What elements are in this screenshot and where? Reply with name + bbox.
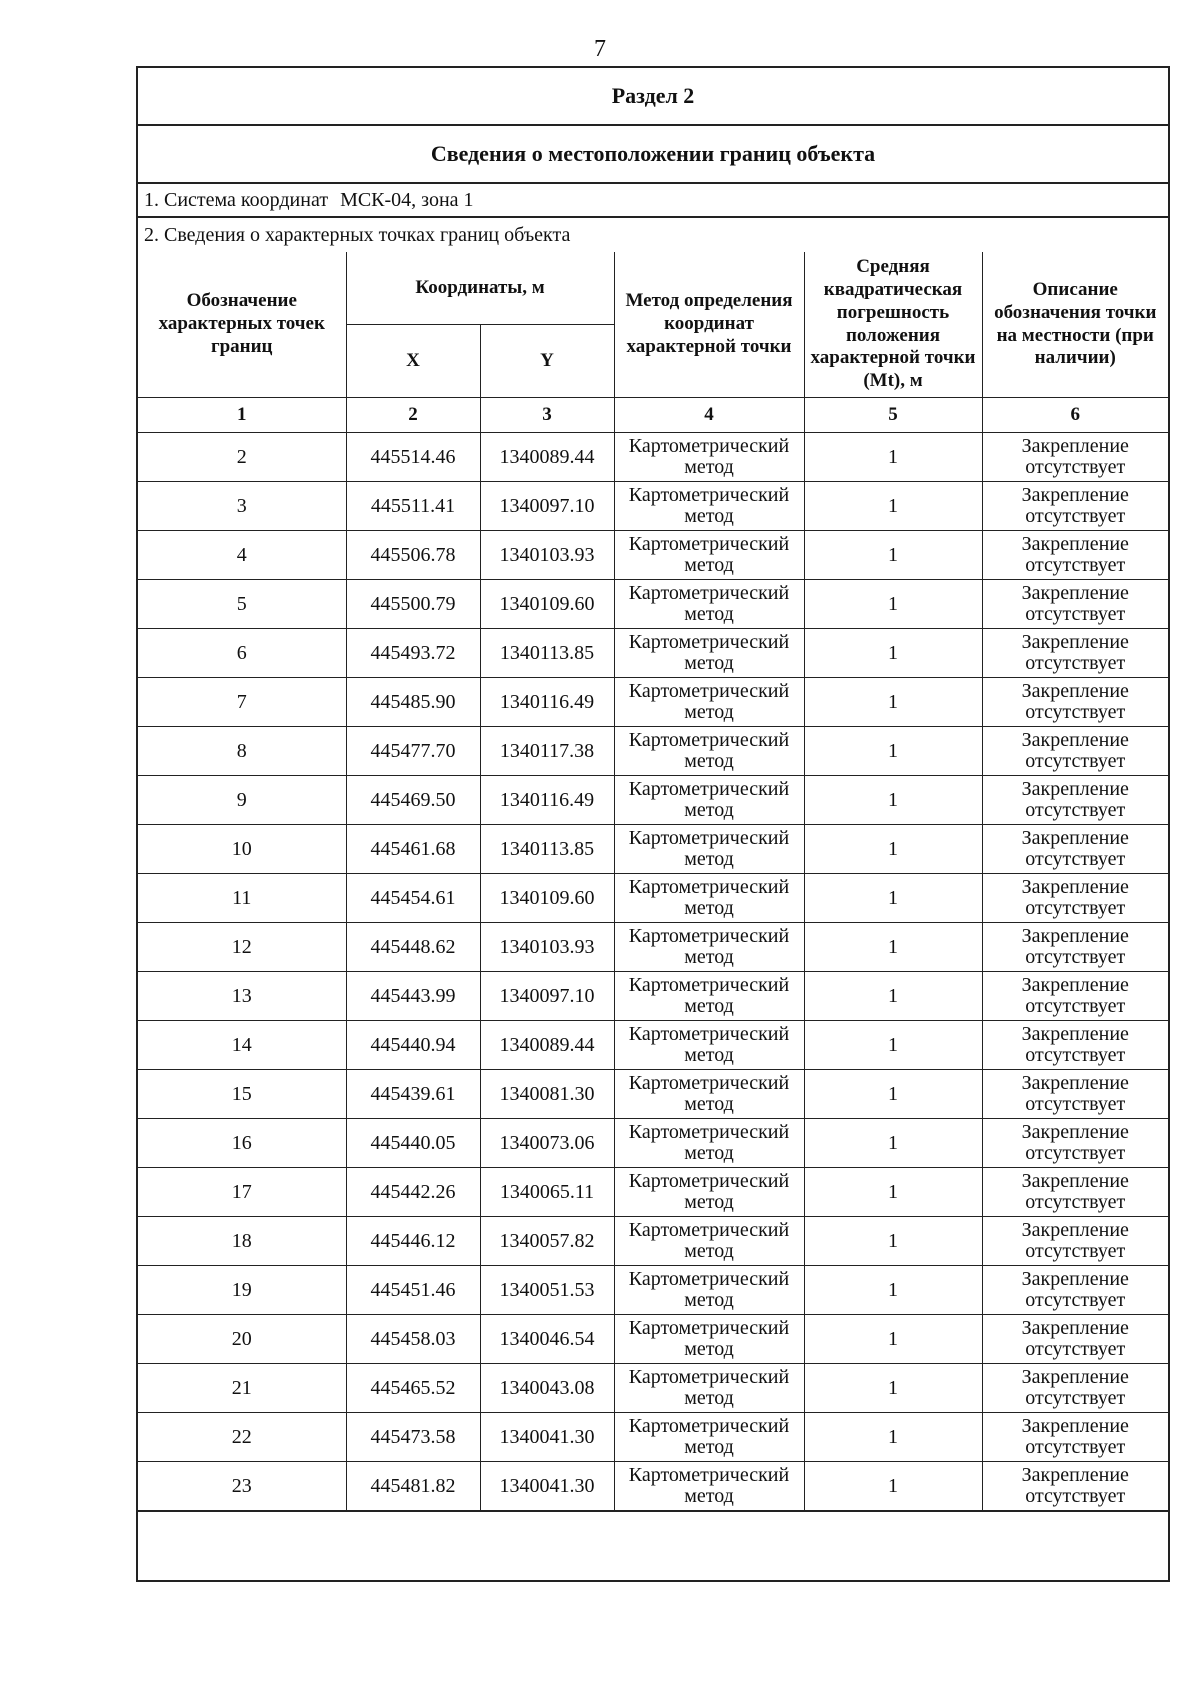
- table-row: [138, 433, 1168, 482]
- coordinate-system-line: [138, 184, 1168, 218]
- method-cell: Картометрический метод: [614, 629, 804, 678]
- y-coordinate-cell: 1340113.85: [480, 629, 614, 678]
- document-sheet: [136, 66, 1170, 1582]
- x-coordinate-cell: 445446.12: [346, 1217, 480, 1266]
- point-number-cell: 15: [138, 1070, 346, 1119]
- x-coordinate-cell: 445448.62: [346, 923, 480, 972]
- method-cell: Картометрический метод: [614, 1266, 804, 1315]
- error-cell: 1: [804, 825, 982, 874]
- error-cell: 1: [804, 1119, 982, 1168]
- points-heading: 2. Сведения о характерных точках границ объекта: [144, 223, 571, 246]
- description-cell: Закрепление отсутствует: [982, 482, 1168, 531]
- y-coordinate-cell: 1340117.38: [480, 727, 614, 776]
- method-cell: Картометрический метод: [614, 433, 804, 482]
- point-number-cell: 6: [138, 629, 346, 678]
- table-row: [138, 1021, 1168, 1070]
- description-cell: Закрепление отсутствует: [982, 433, 1168, 482]
- table-row: [138, 1315, 1168, 1364]
- error-cell: 1: [804, 678, 982, 727]
- description-cell: Закрепление отсутствует: [982, 629, 1168, 678]
- y-coordinate-cell: 1340097.10: [480, 482, 614, 531]
- table-row: [138, 1364, 1168, 1413]
- table-header-row: [138, 252, 1168, 325]
- point-number-cell: 18: [138, 1217, 346, 1266]
- point-number-cell: 13: [138, 972, 346, 1021]
- point-number-cell: 14: [138, 1021, 346, 1070]
- table-row: [138, 580, 1168, 629]
- description-cell: Закрепление отсутствует: [982, 776, 1168, 825]
- y-coordinate-cell: 1340109.60: [480, 874, 614, 923]
- error-cell: 1: [804, 531, 982, 580]
- error-cell: 1: [804, 580, 982, 629]
- point-number-cell: 12: [138, 923, 346, 972]
- table-row: [138, 1266, 1168, 1315]
- method-cell: Картометрический метод: [614, 1364, 804, 1413]
- error-cell: 1: [804, 433, 982, 482]
- x-coordinate-cell: 445506.78: [346, 531, 480, 580]
- description-cell: Закрепление отсутствует: [982, 727, 1168, 776]
- description-cell: Закрепление отсутствует: [982, 678, 1168, 727]
- description-cell: Закрепление отсутствует: [982, 1070, 1168, 1119]
- table-row: [138, 1119, 1168, 1168]
- y-coordinate-cell: 1340046.54: [480, 1315, 614, 1364]
- x-coordinate-cell: 445440.05: [346, 1119, 480, 1168]
- method-cell: Картометрический метод: [614, 1217, 804, 1266]
- y-coordinate-cell: 1340041.30: [480, 1413, 614, 1462]
- column-number: 3: [480, 398, 614, 433]
- method-cell: Картометрический метод: [614, 727, 804, 776]
- object-boundaries-title: Сведения о местоположении границ объекта: [138, 126, 1168, 184]
- x-coordinate-cell: 445439.61: [346, 1070, 480, 1119]
- error-cell: 1: [804, 1021, 982, 1070]
- point-number-cell: 17: [138, 1168, 346, 1217]
- description-cell: Закрепление отсутствует: [982, 1168, 1168, 1217]
- x-coordinate-cell: 445440.94: [346, 1021, 480, 1070]
- point-number-cell: 10: [138, 825, 346, 874]
- y-coordinate-cell: 1340097.10: [480, 972, 614, 1021]
- column-number-row: [138, 398, 1168, 433]
- error-cell: 1: [804, 923, 982, 972]
- x-coordinate-cell: 445473.58: [346, 1413, 480, 1462]
- table-body: [138, 433, 1168, 1511]
- y-coordinate-cell: 1340073.06: [480, 1119, 614, 1168]
- coordinate-system-value: МСК-04, зона 1: [340, 188, 474, 211]
- x-coordinate-cell: 445485.90: [346, 678, 480, 727]
- header-designation: Обозначение характерных точек границ: [138, 252, 346, 398]
- error-cell: 1: [804, 1217, 982, 1266]
- description-cell: Закрепление отсутствует: [982, 1266, 1168, 1315]
- error-cell: 1: [804, 1168, 982, 1217]
- description-cell: Закрепление отсутствует: [982, 923, 1168, 972]
- point-number-cell: 5: [138, 580, 346, 629]
- x-coordinate-cell: 445458.03: [346, 1315, 480, 1364]
- description-cell: Закрепление отсутствует: [982, 972, 1168, 1021]
- method-cell: Картометрический метод: [614, 776, 804, 825]
- y-coordinate-cell: 1340057.82: [480, 1217, 614, 1266]
- point-number-cell: 16: [138, 1119, 346, 1168]
- point-number-cell: 20: [138, 1315, 346, 1364]
- method-cell: Картометрический метод: [614, 1462, 804, 1511]
- method-cell: Картометрический метод: [614, 1168, 804, 1217]
- column-number: 6: [982, 398, 1168, 433]
- table-row: [138, 531, 1168, 580]
- method-cell: Картометрический метод: [614, 580, 804, 629]
- x-coordinate-cell: 445451.46: [346, 1266, 480, 1315]
- x-coordinate-cell: 445469.50: [346, 776, 480, 825]
- point-number-cell: 11: [138, 874, 346, 923]
- error-cell: 1: [804, 1462, 982, 1511]
- point-number-cell: 22: [138, 1413, 346, 1462]
- error-cell: 1: [804, 629, 982, 678]
- method-cell: Картометрический метод: [614, 972, 804, 1021]
- description-cell: Закрепление отсутствует: [982, 580, 1168, 629]
- header-y: Y: [480, 325, 614, 398]
- description-cell: Закрепление отсутствует: [982, 825, 1168, 874]
- method-cell: Картометрический метод: [614, 531, 804, 580]
- description-cell: Закрепление отсутствует: [982, 531, 1168, 580]
- header-coordinates: Координаты, м: [346, 252, 614, 325]
- description-cell: Закрепление отсутствует: [982, 1119, 1168, 1168]
- y-coordinate-cell: 1340113.85: [480, 825, 614, 874]
- header-description: Описание обозначения точки на местности (при наличии): [982, 252, 1168, 398]
- method-cell: Картометрический метод: [614, 1413, 804, 1462]
- empty-footer-area: [138, 1511, 1168, 1580]
- method-cell: Картометрический метод: [614, 825, 804, 874]
- point-number-cell: 3: [138, 482, 346, 531]
- x-coordinate-cell: 445465.52: [346, 1364, 480, 1413]
- y-coordinate-cell: 1340103.93: [480, 531, 614, 580]
- header-method: Метод определения координат характерной точки: [614, 252, 804, 398]
- y-coordinate-cell: 1340065.11: [480, 1168, 614, 1217]
- x-coordinate-cell: 445511.41: [346, 482, 480, 531]
- x-coordinate-cell: 445477.70: [346, 727, 480, 776]
- boundary-points-table: [138, 252, 1168, 1511]
- method-cell: Картометрический метод: [614, 1315, 804, 1364]
- method-cell: Картометрический метод: [614, 1070, 804, 1119]
- column-number: 2: [346, 398, 480, 433]
- table-row: [138, 776, 1168, 825]
- error-cell: 1: [804, 1070, 982, 1119]
- point-number-cell: 7: [138, 678, 346, 727]
- point-number-cell: 19: [138, 1266, 346, 1315]
- x-coordinate-cell: 445514.46: [346, 433, 480, 482]
- point-number-cell: 2: [138, 433, 346, 482]
- description-cell: Закрепление отсутствует: [982, 1217, 1168, 1266]
- table-row: [138, 1070, 1168, 1119]
- x-coordinate-cell: 445443.99: [346, 972, 480, 1021]
- description-cell: Закрепление отсутствует: [982, 1462, 1168, 1511]
- column-number: 5: [804, 398, 982, 433]
- error-cell: 1: [804, 1266, 982, 1315]
- table-row: [138, 727, 1168, 776]
- error-cell: 1: [804, 1364, 982, 1413]
- column-number: 4: [614, 398, 804, 433]
- point-number-cell: 21: [138, 1364, 346, 1413]
- x-coordinate-cell: 445454.61: [346, 874, 480, 923]
- point-number-cell: 4: [138, 531, 346, 580]
- y-coordinate-cell: 1340041.30: [480, 1462, 614, 1511]
- column-number: 1: [138, 398, 346, 433]
- table-row: [138, 1217, 1168, 1266]
- coordinate-system-label: 1. Система координат: [144, 188, 329, 211]
- error-cell: 1: [804, 1315, 982, 1364]
- y-coordinate-cell: 1340109.60: [480, 580, 614, 629]
- error-cell: 1: [804, 874, 982, 923]
- point-number-cell: 9: [138, 776, 346, 825]
- method-cell: Картометрический метод: [614, 678, 804, 727]
- table-row: [138, 1168, 1168, 1217]
- y-coordinate-cell: 1340051.53: [480, 1266, 614, 1315]
- table-row: [138, 1413, 1168, 1462]
- table-row: [138, 629, 1168, 678]
- method-cell: Картометрический метод: [614, 1021, 804, 1070]
- x-coordinate-cell: 445500.79: [346, 580, 480, 629]
- table-row: [138, 874, 1168, 923]
- table-row: [138, 482, 1168, 531]
- y-coordinate-cell: 1340089.44: [480, 433, 614, 482]
- y-coordinate-cell: 1340081.30: [480, 1070, 614, 1119]
- error-cell: 1: [804, 776, 982, 825]
- x-coordinate-cell: 445461.68: [346, 825, 480, 874]
- method-cell: Картометрический метод: [614, 1119, 804, 1168]
- error-cell: 1: [804, 972, 982, 1021]
- section-title: Раздел 2: [138, 68, 1168, 126]
- table-row: [138, 923, 1168, 972]
- table-row: [138, 825, 1168, 874]
- table-row: [138, 1462, 1168, 1511]
- method-cell: Картометрический метод: [614, 874, 804, 923]
- table-row: [138, 678, 1168, 727]
- description-cell: Закрепление отсутствует: [982, 1413, 1168, 1462]
- description-cell: Закрепление отсутствует: [982, 874, 1168, 923]
- method-cell: Картометрический метод: [614, 923, 804, 972]
- y-coordinate-cell: 1340089.44: [480, 1021, 614, 1070]
- error-cell: 1: [804, 482, 982, 531]
- error-cell: 1: [804, 1413, 982, 1462]
- table-row: [138, 972, 1168, 1021]
- header-error: Средняя квадратическая погрешность положения характерной точки (Mt), м: [804, 252, 982, 398]
- point-number-cell: 23: [138, 1462, 346, 1511]
- error-cell: 1: [804, 727, 982, 776]
- description-cell: Закрепление отсутствует: [982, 1021, 1168, 1070]
- y-coordinate-cell: 1340116.49: [480, 776, 614, 825]
- method-cell: Картометрический метод: [614, 482, 804, 531]
- y-coordinate-cell: 1340043.08: [480, 1364, 614, 1413]
- page-number: 7: [594, 36, 606, 62]
- header-x: X: [346, 325, 480, 398]
- description-cell: Закрепление отсутствует: [982, 1315, 1168, 1364]
- description-cell: Закрепление отсутствует: [982, 1364, 1168, 1413]
- point-number-cell: 8: [138, 727, 346, 776]
- x-coordinate-cell: 445481.82: [346, 1462, 480, 1511]
- x-coordinate-cell: 445442.26: [346, 1168, 480, 1217]
- y-coordinate-cell: 1340103.93: [480, 923, 614, 972]
- x-coordinate-cell: 445493.72: [346, 629, 480, 678]
- y-coordinate-cell: 1340116.49: [480, 678, 614, 727]
